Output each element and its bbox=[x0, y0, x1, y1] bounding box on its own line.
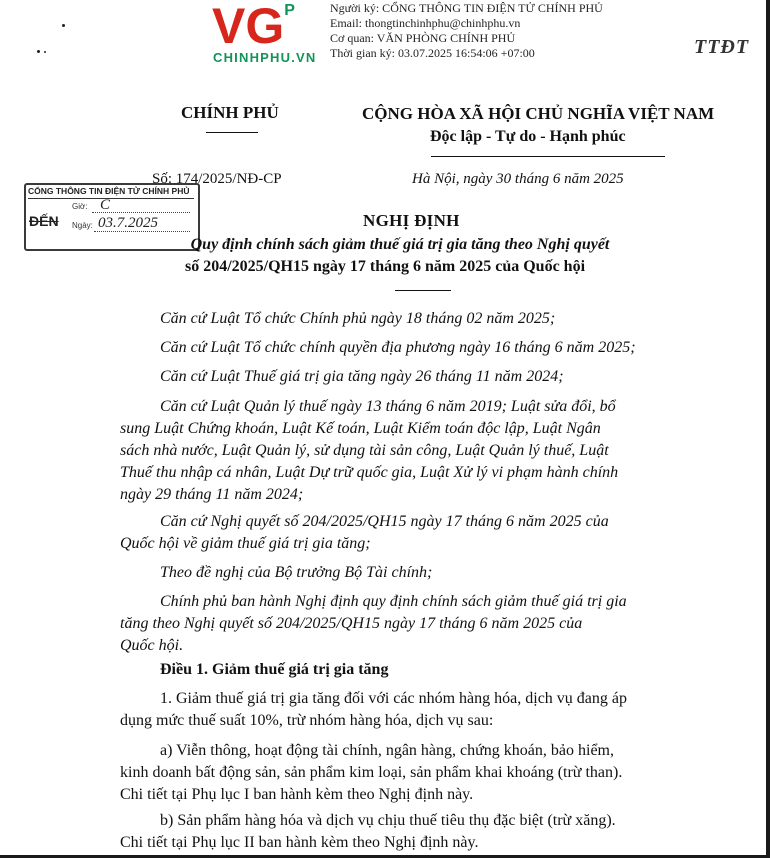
clause-1-line: dụng mức thuế suất 10%, trừ nhóm hàng hóa, dịch vụ sau: bbox=[120, 712, 494, 729]
signature-email: Email: thongtinchinhphu@chinhphu.vn bbox=[330, 16, 521, 30]
stamp-ngay-value: 03.7.2025 bbox=[98, 215, 158, 231]
preamble-line: Theo đề nghị của Bộ trưởng Bộ Tài chính; bbox=[160, 564, 433, 581]
item-a-line: a) Viễn thông, hoạt động tài chính, ngân hàng, chứng khoán, bảo hiểm, bbox=[160, 742, 614, 759]
document-subtitle-line1: Quy định chính sách giảm thuế giá trị gia tăng theo Nghị quyết bbox=[190, 236, 610, 253]
logo-letter-g: G bbox=[245, 0, 285, 54]
national-motto: Độc lập - Tự do - Hạnh phúc bbox=[430, 128, 626, 145]
preamble-line: Căn cứ Luật Quản lý thuế ngày 13 tháng 6 năm 2019; Luật sửa đổi, bổ bbox=[160, 398, 616, 415]
preamble-line: ngày 29 tháng 11 năm 2024; bbox=[120, 486, 304, 503]
preamble-line: sách nhà nước, Luật Quản lý, sử dụng tài sản công, Luật Quản lý thuế, Luật bbox=[120, 442, 609, 459]
scan-speck bbox=[37, 50, 40, 53]
corner-handwritten-mark: TTĐT bbox=[694, 36, 750, 58]
item-a-line: kinh doanh bất động sản, sản phẩm kim loại, sản phẩm khai khoáng (trừ than). bbox=[120, 764, 623, 781]
clause-1-line: 1. Giảm thuế giá trị gia tăng đối với các nhóm hàng hóa, dịch vụ đang áp bbox=[160, 690, 628, 707]
stamp-gio-dots bbox=[92, 212, 190, 213]
preamble-line: Căn cứ Nghị quyết số 204/2025/QH15 ngày 17 tháng 6 năm 2025 của bbox=[160, 513, 609, 530]
issuer-name: CHÍNH PHỦ bbox=[181, 103, 279, 122]
stamp-gio-label: Giờ: bbox=[72, 202, 88, 211]
item-b-line: Chi tiết tại Phụ lục II ban hành kèm theo Nghị định này. bbox=[120, 834, 479, 851]
item-b-line: b) Sản phẩm hàng hóa và dịch vụ chịu thuế tiêu thụ đặc biệt (trừ xăng). bbox=[160, 812, 616, 829]
signature-time: Thời gian ký: 03.07.2025 16:54:06 +07:00 bbox=[330, 46, 535, 60]
logo-subtitle: CHINHPHU.VN bbox=[213, 50, 317, 65]
preamble-line: Căn cứ Luật Tổ chức chính quyền địa phương ngày 16 tháng 6 năm 2025; bbox=[160, 339, 636, 356]
stamp-ngay-dots bbox=[94, 231, 190, 232]
scan-speck bbox=[44, 51, 46, 53]
title-underline bbox=[395, 290, 451, 291]
preamble-line: Thuế thu nhập cá nhân, Luật Dự trữ quốc gia, Luật Xử lý vi phạm hành chính bbox=[120, 464, 619, 481]
preamble-line: Chính phủ ban hành Nghị định quy định chính sách giảm thuế giá trị gia bbox=[160, 593, 627, 610]
preamble-line: tăng theo Nghị quyết số 204/2025/QH15 ngày 17 tháng 6 năm 2025 của bbox=[120, 615, 583, 632]
preamble-line: Căn cứ Luật Tổ chức Chính phủ ngày 18 tháng 02 năm 2025; bbox=[160, 310, 556, 327]
stamp-den-label: ĐẾN bbox=[29, 213, 59, 229]
issuer-underline bbox=[206, 132, 258, 133]
article-1-heading: Điều 1. Giảm thuế giá trị gia tăng bbox=[160, 661, 389, 678]
document-subtitle-line2: số 204/2025/QH15 ngày 17 tháng 6 năm 2025 của Quốc hội bbox=[184, 258, 586, 275]
logo-letter-v: V bbox=[212, 0, 246, 54]
motto-underline bbox=[431, 156, 665, 157]
preamble-line: Căn cứ Luật Thuế giá trị gia tăng ngày 26 tháng 11 năm 2024; bbox=[160, 368, 564, 385]
signature-agency: Cơ quan: VĂN PHÒNG CHÍNH PHỦ bbox=[330, 31, 516, 45]
scan-speck bbox=[62, 24, 65, 27]
document-title: NGHỊ ĐỊNH bbox=[363, 211, 460, 230]
item-a-line: Chi tiết tại Phụ lục I ban hành kèm theo Nghị định này. bbox=[120, 786, 474, 803]
vgp-logo bbox=[212, 0, 295, 54]
preamble-line: Quốc hội. bbox=[120, 637, 184, 654]
logo-letter-p: P bbox=[284, 2, 295, 19]
stamp-divider bbox=[28, 198, 194, 199]
preamble-line: sung Luật Chứng khoán, Luật Kế toán, Luật Kiểm toán độc lập, Luật Ngân bbox=[120, 420, 601, 437]
stamp-organization: CỔNG THÔNG TIN ĐIỆN TỬ CHÍNH PHỦ bbox=[28, 186, 190, 196]
nation-name: CỘNG HÒA XÃ HỘI CHỦ NGHĨA VIỆT NAM bbox=[362, 104, 715, 123]
signature-signer: Người ký: CỔNG THÔNG TIN ĐIỆN TỬ CHÍNH PHỦ bbox=[330, 1, 603, 15]
scan-border-right bbox=[766, 0, 770, 858]
stamp-ngay-label: Ngày: bbox=[72, 221, 93, 230]
preamble-line: Quốc hội về giảm thuế giá trị gia tăng; bbox=[120, 535, 371, 552]
document-number: Số: 174/2025/NĐ-CP bbox=[152, 171, 282, 187]
place-date: Hà Nội, ngày 30 tháng 6 năm 2025 bbox=[412, 171, 624, 187]
stamp-gio-value: C bbox=[100, 197, 111, 213]
